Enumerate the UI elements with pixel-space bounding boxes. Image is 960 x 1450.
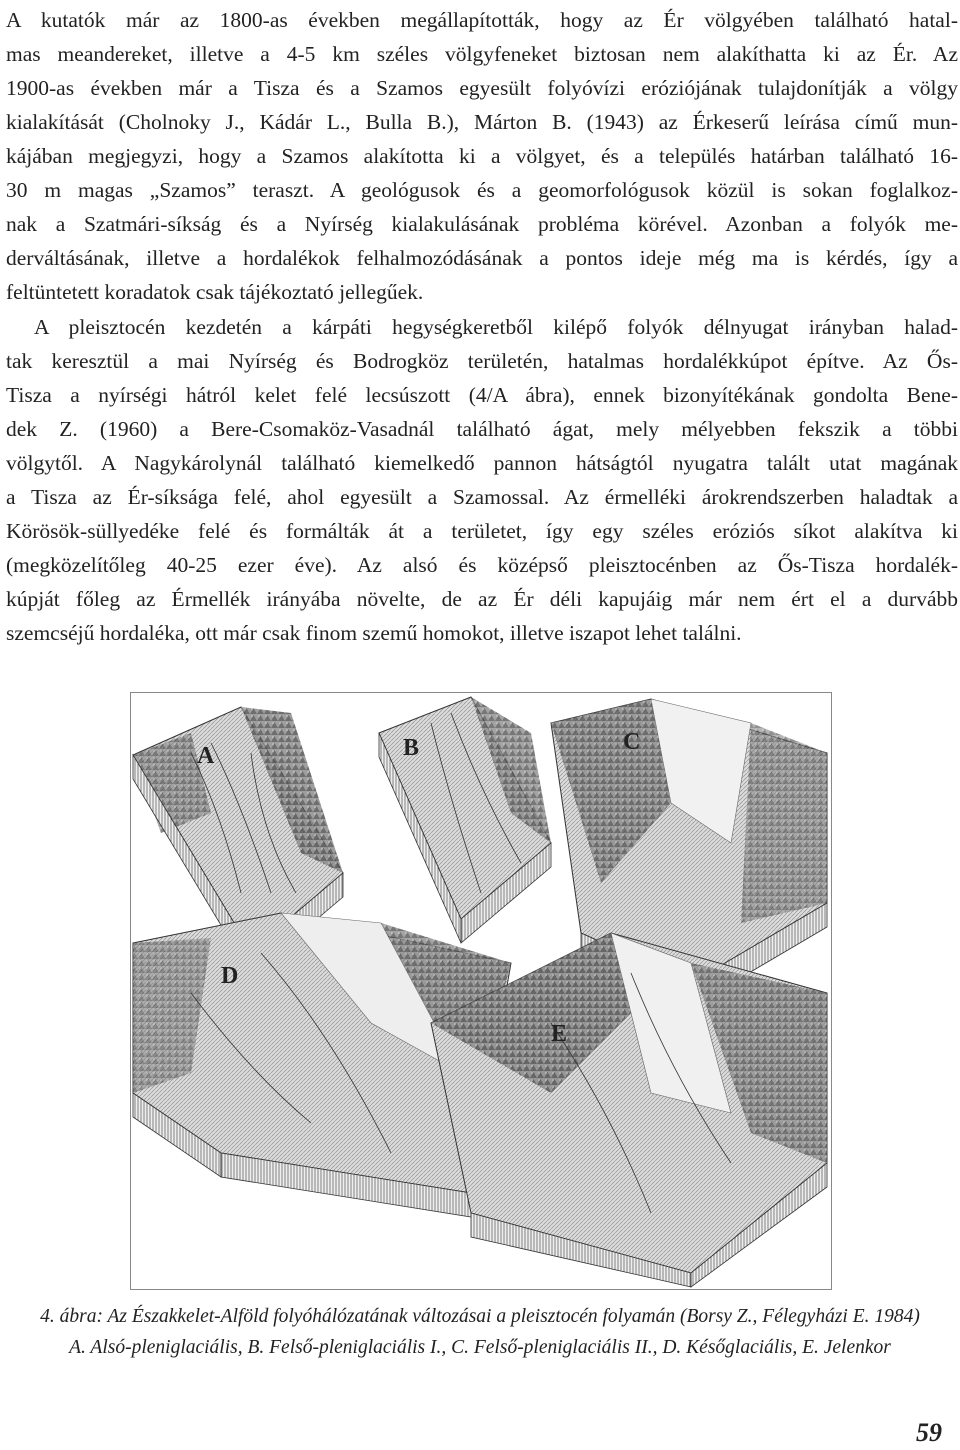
panel-label-d: D xyxy=(221,963,239,989)
panel-label-e: E xyxy=(551,1021,568,1047)
page-number: 59 xyxy=(916,1418,942,1447)
text-line: tak keresztül a mai Nyírség és Bodrogköz területén, hatalmas hordalékkúpot építve. Az Ős- xyxy=(6,349,958,373)
text-line: kúpját főleg az Érmellék irányába növelte, de az Ér déli kapujáig már nem ért el a durvább xyxy=(6,587,958,611)
text-line: a Tisza az Ér-síksága felé, ahol egyesült a Szamossal. Az érmelléki árokrendszerben haladtak a xyxy=(6,485,958,509)
diagram-block-b xyxy=(379,697,551,943)
figure-block-diagrams xyxy=(130,692,832,1290)
text-line: Tisza a nyírségi hátról kelet felé lecsúszott (4/A ábra), ennek bizonyítékának gondolta Bene- xyxy=(6,383,958,407)
text-line: derváltásának, illetve a hordalékok felhalmozódásának a pontos ideje még ma is kérdés, így a xyxy=(6,246,958,270)
block-diagram-illustration xyxy=(131,693,831,1289)
text-line: 1900-as években már a Tisza és a Szamos egyesült folyóvízi eróziójának tulajdonítják a völgy xyxy=(6,76,958,100)
figure-caption-title: 4. ábra: Az Északkelet-Alföld folyóhálózatának változásai a pleisztocén folyamán (Borsy Z., Félegyházi E. 1984) xyxy=(40,1306,920,1327)
paragraph-2 xyxy=(6,310,958,650)
paragraph-1 xyxy=(6,3,958,309)
text-line: feltüntetett koradatok csak tájékoztató jellegűek. xyxy=(6,280,424,304)
figure-caption-legend: A. Alsó-pleniglaciális, B. Felső-pleniglaciális I., C. Felső-pleniglaciális II., D. Későglaciális, E. Jelenkor xyxy=(69,1337,891,1358)
text-line: kájában megjegyzi, hogy a Szamos alakította ki a völgyet, és a település határban található 16- xyxy=(6,144,958,168)
text-line: dek Z. (1960) a Bere-Csomaköz-Vasadnál található ágat, mely mélyebben fekszik a többi xyxy=(6,417,958,441)
text-line: völgytől. A Nagykárolynál található kiemelkedő pannon hátságtól nyugatra talált utat magának xyxy=(6,451,958,475)
text-line: A kutatók már az 1800-as években megállapították, hogy az Ér völgyében található hatal- xyxy=(6,8,958,32)
panel-label-a: A xyxy=(197,743,215,769)
text-line: A pleisztocén kezdetén a kárpáti hegységkeretből kilépő folyók délnyugat irányban halad- xyxy=(34,315,958,339)
text-line: (megközelítőleg 40-25 ezer éve). Az alsó és középső pleisztocénben az Ős-Tisza hordalék- xyxy=(6,553,958,577)
text-line: 30 m magas „Szamos” teraszt. A geológusok és a geomorfológusok közül is sokan foglalkoz- xyxy=(6,178,958,202)
panel-label-c: C xyxy=(623,729,641,755)
text-line: kialakítását (Cholnoky J., Kádár L., Bulla B.), Márton B. (1943) az Érkeserű leírása című mun- xyxy=(6,110,958,134)
panel-label-b: B xyxy=(403,735,420,761)
text-line: nak a Szatmári-síkság és a Nyírség kialakulásának probléma körével. Azonban a folyók me- xyxy=(6,212,958,236)
text-line: mas meandereket, illetve a 4-5 km széles völgyfeneket biztosan nem alakíthatta ki az Ér. Az xyxy=(6,42,958,66)
text-line: Körösök-süllyedéke felé és formálták át a területet, így egy széles eróziós síkot alakítva ki xyxy=(6,519,958,543)
text-line: szemcséjű hordaléka, ott már csak finom szemű homokot, illetve iszapot lehet találni. xyxy=(6,621,742,645)
